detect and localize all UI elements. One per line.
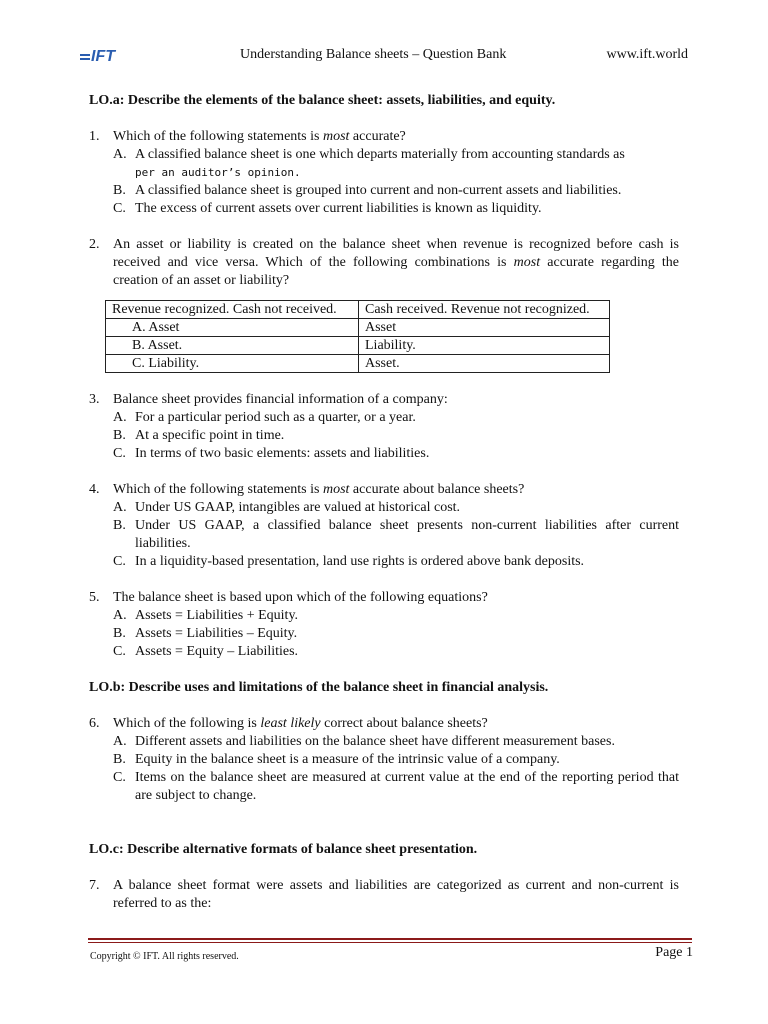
table-header-row: [106, 301, 610, 319]
option-list: [113, 146, 679, 218]
section-heading-b: LO.b: Describe uses and limitations of the balance sheet in financial analysis.: [89, 680, 549, 695]
option-c: C. Assets = Equity – Liabilities.: [113, 644, 299, 659]
table-cell: Asset: [359, 319, 610, 337]
question-stem: Which of the following statements is most accurate?: [113, 129, 406, 144]
table-cell: A. Asset: [106, 319, 359, 337]
section-heading-c: LO.c: Describe alternative formats of balance sheet presentation.: [89, 842, 478, 857]
table-row: [106, 355, 610, 373]
option-b: B. A classified balance sheet is grouped into current and non-current assets and liabilities.: [113, 183, 622, 198]
table-cell: B. Asset.: [106, 337, 359, 355]
option-c: C. In terms of two basic elements: assets and liabilities.: [113, 446, 430, 461]
option-list: [113, 733, 679, 805]
option-b: B. Under US GAAP, a classified balance sheet presents non-current liabilities after current liabilities.: [113, 518, 679, 551]
table-row: [106, 319, 610, 337]
table-header-cell: Revenue recognized. Cash not received.: [106, 301, 359, 319]
option-b: B. At a specific point in time.: [113, 428, 285, 443]
footer-rule: [88, 938, 692, 943]
question-content: [89, 92, 679, 913]
header-url[interactable]: www.ift.world: [606, 47, 688, 62]
question-number: 1.: [89, 129, 100, 144]
table-cell: Liability.: [359, 337, 610, 355]
option-c: C. Items on the balance sheet are measured at current value at the end of the reporting period that are subject to change.: [113, 770, 679, 803]
question-number: 5.: [89, 590, 100, 605]
question-number: 2.: [89, 237, 100, 252]
question-stem: Which of the following is least likely correct about balance sheets?: [113, 716, 488, 731]
option-c: C. The excess of current assets over current liabilities is known as liquidity.: [113, 201, 542, 216]
question-number: 3.: [89, 392, 100, 407]
option-c: C. In a liquidity-based presentation, land use rights is ordered above bank deposits.: [113, 554, 585, 569]
option-b: B. Equity in the balance sheet is a measure of the intrinsic value of a company.: [113, 752, 560, 767]
option-list: [113, 409, 679, 463]
question-7: [89, 877, 679, 913]
question-number: 4.: [89, 482, 100, 497]
footer-copyright: Copyright © IFT. All rights reserved.: [90, 951, 239, 962]
section-heading-a: LO.a: Describe the elements of the balance sheet: assets, liabilities, and equity.: [89, 93, 556, 108]
table-cell: C. Liability.: [106, 355, 359, 373]
question-number: 7.: [89, 878, 100, 893]
question-1: [89, 128, 679, 218]
question-5: [89, 589, 679, 661]
question-6: [89, 715, 679, 805]
question-2: [89, 236, 679, 373]
question-stem: The balance sheet is based upon which of the following equations?: [113, 590, 488, 605]
option-a: A. A classified balance sheet is one which departs materially from accounting standards as per an auditor’s opinion.: [113, 147, 625, 179]
option-list: [113, 499, 679, 571]
table-header-cell: Cash received. Revenue not recognized.: [359, 301, 610, 319]
header-title: Understanding Balance sheets – Question Bank: [240, 47, 507, 62]
option-a: A. For a particular period such as a quarter, or a year.: [113, 410, 416, 425]
page-number: Page 1: [655, 945, 693, 960]
question-stem: Balance sheet provides financial information of a company:: [113, 392, 448, 407]
page-header: [80, 46, 688, 66]
option-b: B. Assets = Liabilities – Equity.: [113, 626, 298, 641]
option-a: A. Under US GAAP, intangibles are valued at historical cost.: [113, 500, 461, 515]
question-3: [89, 391, 679, 463]
option-list: [113, 607, 679, 661]
option-a: A. Assets = Liabilities + Equity.: [113, 608, 299, 623]
question-stem: A balance sheet format were assets and liabilities are categorized as current and non-current is referred to as the:: [113, 878, 679, 911]
table-row: [106, 337, 610, 355]
question-number: 6.: [89, 716, 100, 731]
logo-bars-icon: [80, 52, 90, 62]
option-a: A. Different assets and liabilities on the balance sheet have different measurement bases.: [113, 734, 615, 749]
option-a-continuation: per an auditor’s opinion.: [135, 166, 301, 179]
logo-text: IFT: [91, 48, 115, 65]
question-4: [89, 481, 679, 571]
table-cell: Asset.: [359, 355, 610, 373]
question-stem: Which of the following statements is most accurate about balance sheets?: [113, 482, 525, 497]
combination-table: [105, 300, 610, 373]
question-stem: An asset or liability is created on the balance sheet when revenue is recognized before cash is received and vice versa. Which of the following combinations is most accurate regarding the creation of an asset or liability?: [113, 237, 679, 288]
ift-logo: [80, 48, 115, 66]
